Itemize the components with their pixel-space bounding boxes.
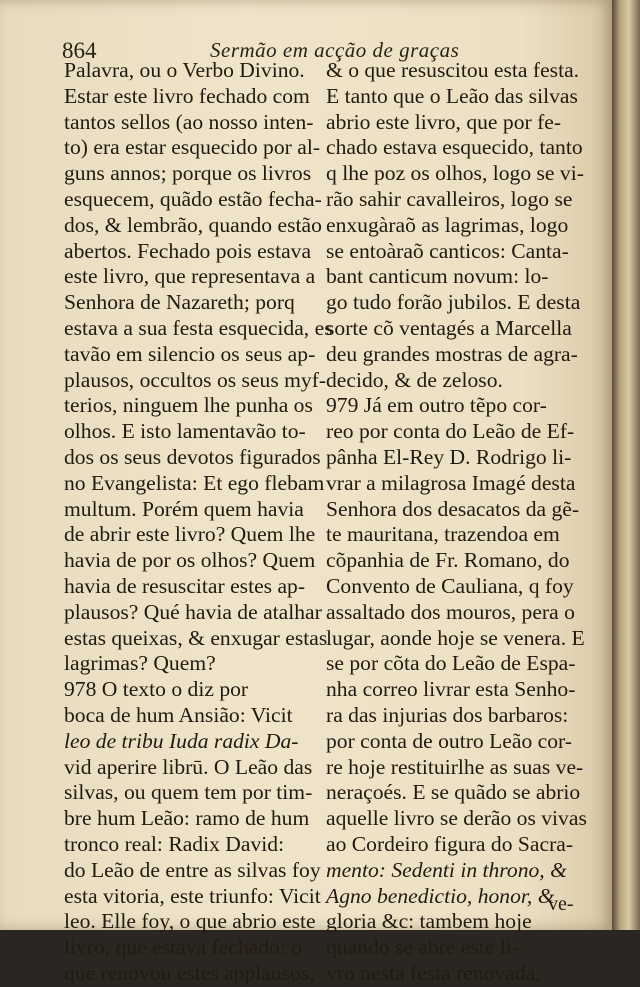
text-line: enxugàraõ as lagrimas, logo	[326, 212, 569, 237]
text-line: plausos? Qué havia de atalhar	[64, 599, 322, 624]
latin-quote-line: leo de tribu Iuda radix Da-	[64, 728, 299, 753]
text-line: havia de resuscitar estes ap-	[64, 573, 306, 598]
right-text-column	[326, 58, 587, 987]
text-line: q lhe poz os olhos, logo se vi-	[326, 161, 584, 186]
text-line: re hoje restituirlhe as suas ve-	[326, 754, 584, 779]
running-head: Sermão em acção de graças	[210, 38, 460, 62]
text-line: ao Cordeiro figura do Sacra-	[326, 831, 574, 856]
book-fore-edge	[612, 0, 640, 930]
text-line: esta vitoria, este triunfo: Vicit	[64, 883, 321, 908]
text-line: go tudo forão jubilos. E desta	[326, 290, 581, 315]
text-line: assaltado dos mouros, pera o	[326, 599, 575, 624]
text-line: dos os seus devotos figurados	[64, 444, 321, 469]
text-line: que renovou estes applausos,	[64, 960, 315, 985]
text-line: lugar, aonde hoje se venera. E	[326, 625, 585, 650]
text-line: havia de por os olhos? Quem	[64, 548, 316, 573]
text-line: terios, ninguem lhe punha os	[64, 393, 313, 418]
paragraph-start-979: 979 Já em outro tẽpo cor-	[326, 393, 547, 418]
text-line: bre hum Leão: ramo de hum	[64, 806, 310, 831]
text-line: pânha El-Rey D. Rodrigo li-	[326, 444, 572, 469]
text-line: olhos. E isto lamentavão to-	[64, 419, 306, 444]
latin-quote-line: mento: Sedenti in throno, &	[326, 857, 567, 882]
text-line: nha correo livrar esta Senho-	[326, 677, 576, 702]
text-line: Convento de Cauliana, q foy	[326, 573, 574, 598]
text-line: gloria &c: tambem hoje	[326, 909, 532, 934]
text-line: aquelle livro se derão os vivas	[326, 806, 587, 831]
text-line: multum. Porém quem havia	[64, 496, 304, 521]
text-line: to) era estar esquecido por al-	[64, 135, 321, 160]
latin-quote-line: Agno benedictio, honor, &	[326, 883, 555, 908]
text-line: quando se abre este li-	[326, 935, 520, 960]
text-line: chado estava esquecido, tanto	[326, 135, 583, 160]
text-line: bant canticum novum: lo-	[326, 264, 549, 289]
text-line: decido, & de zeloso.	[326, 367, 503, 392]
text-line: rão sahir cavalleiros, logo se	[326, 186, 573, 211]
text-line: vro nesta festa renovada,	[326, 960, 541, 985]
text-line: se por cõta do Leão de Espa-	[326, 651, 576, 676]
text-line: por conta de outro Leão cor-	[326, 728, 572, 753]
text-line: estava a sua festa esquecida, es	[64, 315, 333, 340]
text-line: reo por conta do Leão de Ef-	[326, 419, 575, 444]
text-line: abrio este livro, que por fe-	[326, 109, 562, 134]
text-line: boca de hum Ansião: Vicit	[64, 702, 293, 727]
text-line: vid aperire librū. O Leão das	[64, 754, 313, 779]
text-line: se entoàraõ canticos: Canta-	[326, 238, 569, 263]
text-line: sorte cõ ventagés a Marcella	[326, 315, 572, 340]
text-line: abertos. Fechado pois estava	[64, 238, 312, 263]
text-line: E tanto que o Leão das silvas	[326, 83, 578, 108]
text-line: tavão em silencio os seus ap-	[64, 341, 316, 366]
catchword: ve-	[548, 893, 574, 915]
text-line: Estar este livro fechado com	[64, 83, 310, 108]
text-line: tantos sellos (ao nosso inten-	[64, 109, 314, 134]
page-number: 864	[62, 38, 97, 63]
text-line: guns annos; porque os livros	[64, 161, 312, 186]
text-line: no Evangelista: Et ego flebam	[64, 470, 325, 495]
text-line: dos, & lembrão, quando estão	[64, 212, 322, 237]
text-line: silvas, ou quem tem por tim-	[64, 780, 313, 805]
text-line: cõpanhia de Fr. Romano, do	[326, 548, 570, 573]
text-line: ra das injurias dos barbaros:	[326, 702, 569, 727]
text-line: tronco real: Radix David:	[64, 831, 285, 856]
text-line: esquecem, quãdo estão fecha-	[64, 186, 322, 211]
text-line: Palavra, ou o Verbo Divino.	[64, 58, 305, 82]
text-line: te mauritana, trazendoa em	[326, 522, 560, 547]
text-line: este livro, que representava a	[64, 264, 316, 289]
left-text-column	[64, 58, 333, 987]
text-line: livro, que estava fechado: o	[64, 935, 303, 960]
text-line: do Leão de entre as silvas foy	[64, 857, 321, 882]
text-line: de abrir este livro? Quem lhe	[64, 522, 316, 547]
text-line: Senhora de Nazareth; porq	[64, 290, 295, 315]
text-line: Senhora dos desacatos da gẽ-	[326, 496, 580, 521]
text-line: estas queixas, & enxugar estas	[64, 625, 328, 650]
paragraph-start-978: 978 O texto o diz por	[64, 677, 249, 702]
text-line: vrar a milagrosa Imagé desta	[326, 470, 576, 495]
text-line: lagrimas? Quem?	[64, 651, 216, 676]
text-line: plausos, occultos os seus myf-	[64, 367, 327, 392]
text-line: neraçoés. E se quãdo se abrio	[326, 780, 581, 805]
text-line: deu grandes mostras de agra-	[326, 341, 578, 366]
text-line: & o que resuscitou esta festa.	[326, 58, 580, 82]
text-line: leo. Elle foy, o que abrio este	[64, 909, 316, 934]
